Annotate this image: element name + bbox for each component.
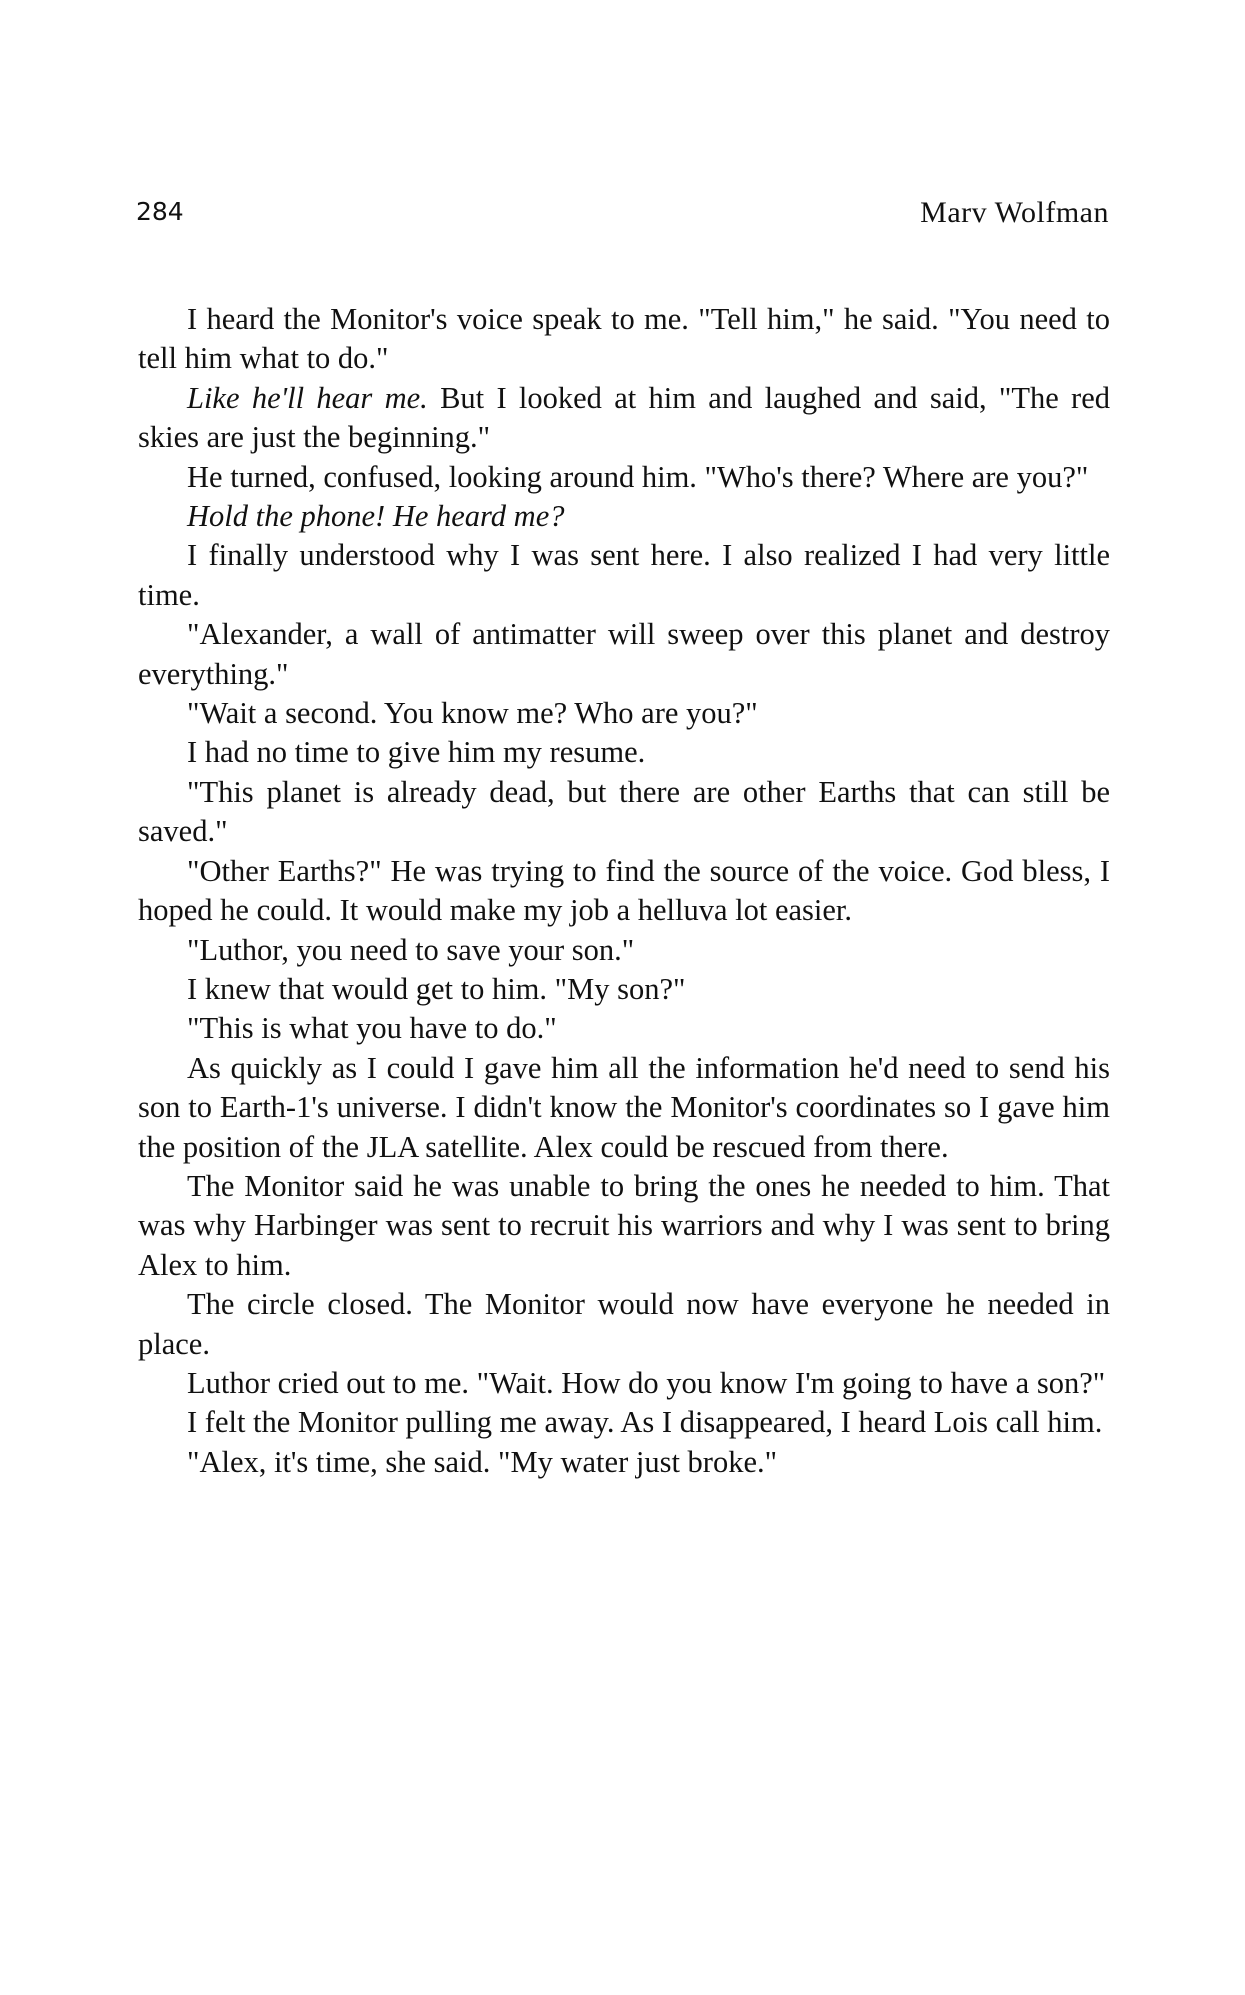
paragraph: As quickly as I could I gave him all the information he'd need to send his son to Earth-1's universe. I didn't know the Monitor's coordinates so I gave him the position of the JLA satellite. Alex could be rescued from there.: [138, 1050, 1110, 1164]
page-number: 284: [136, 197, 184, 226]
paragraph: Luthor cried out to me. "Wait. How do you know I'm going to have a son?": [187, 1365, 1106, 1400]
paragraph: "This is what you have to do.": [187, 1011, 557, 1046]
paragraph-italic: Hold the phone! He heard me?: [187, 499, 565, 534]
paragraph: "Wait a second. You know me? Who are you?": [187, 696, 758, 731]
paragraph: "Luthor, you need to save your son.": [187, 932, 635, 967]
paragraph: "Alex, it's time, she said. "My water just broke.": [187, 1444, 778, 1479]
paragraph: The Monitor said he was unable to bring the ones he needed to him. That was why Harbinger was sent to recruit his warriors and why I was sent to bring Alex to him.: [138, 1168, 1110, 1282]
paragraph: I heard the Monitor's voice speak to me. "Tell him," he said. "You need to tell him what to do.": [138, 302, 1110, 376]
running-head: Marv Wolfman: [920, 196, 1109, 229]
paragraph: I had no time to give him my resume.: [187, 735, 646, 770]
paragraph: I finally understood why I was sent here. I also realized I had very little time.: [138, 538, 1110, 612]
body-text: [138, 300, 1110, 1482]
paragraph: "This planet is already dead, but there are other Earths that can still be saved.": [138, 774, 1110, 849]
paragraph: I knew that would get to him. "My son?": [187, 971, 686, 1006]
paragraph: [138, 379, 1110, 458]
paragraph: "Alexander, a wall of antimatter will sweep over this planet and destroy everything.": [138, 617, 1110, 691]
paragraph: "Other Earths?" He was trying to find the source of the voice. God bless, I hoped he could. It would make my job a helluva lot easier.: [138, 853, 1110, 928]
paragraph: I felt the Monitor pulling me away. As I disappeared, I heard Lois call him.: [187, 1405, 1103, 1440]
paragraph-text: But I looked at him and laughed and said, "The red skies are just the beginning.": [138, 380, 1110, 455]
italic-thought: Like he'll hear me.: [187, 380, 428, 415]
paragraph: The circle closed. The Monitor would now have everyone he needed in place.: [138, 1287, 1110, 1361]
paragraph: He turned, confused, looking around him. "Who's there? Where are you?": [187, 459, 1089, 494]
